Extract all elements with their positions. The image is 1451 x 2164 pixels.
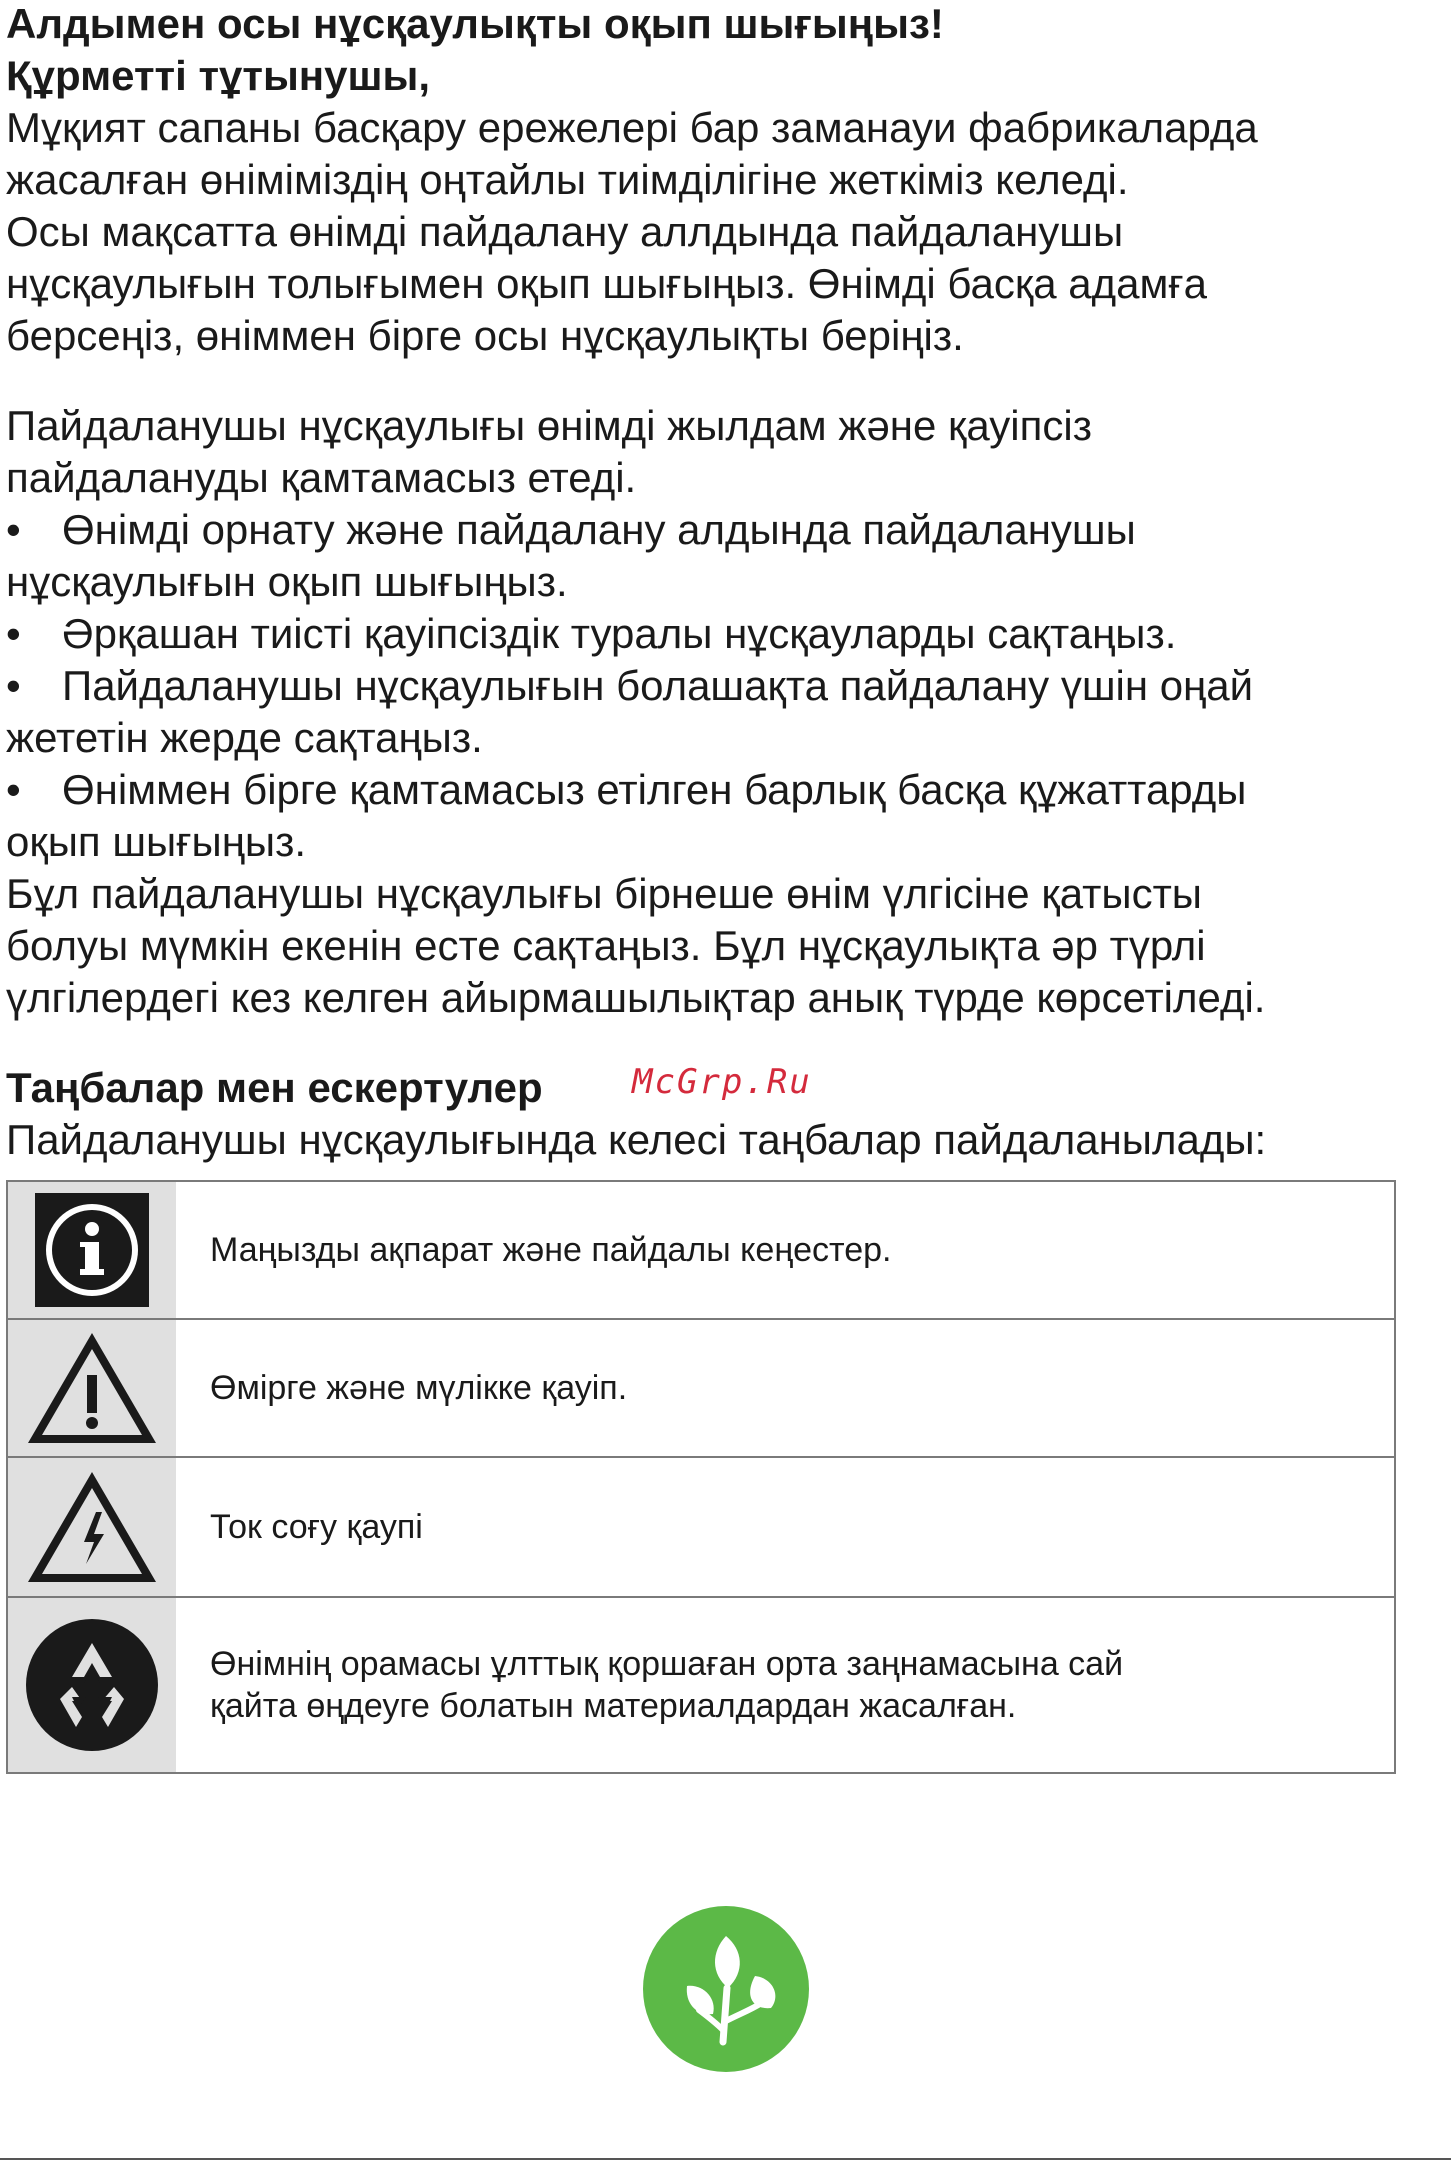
section-heading: [6, 1062, 1446, 1114]
table-row: [8, 1182, 1394, 1318]
leaf-icon: [643, 1906, 809, 2072]
bullet-continuation: жететін жерде сақтаңыз.: [6, 714, 483, 761]
greeting: Құрметті тұтынушы,: [6, 52, 431, 99]
bullet-text: Әрқашан тиісті қауіпсіздік туралы нұсқауларды сақтаңыз.: [62, 610, 1177, 657]
bullet-continuation: оқып шығыңыз.: [6, 818, 307, 865]
symbols-intro: Пайдаланушы нұсқаулығында келесі таңбалар пайдаланылады:: [6, 1116, 1267, 1163]
section-title: Таңбалар мен ескертулер: [6, 1064, 543, 1111]
bullet-text: Өніммен бірге қамтамасыз етілген барлық басқа құжаттарды: [62, 766, 1247, 813]
bullet-marker: •: [6, 506, 21, 553]
watermark: McGrp.Ru: [632, 1062, 812, 1102]
footer-rule: [0, 2158, 1451, 2160]
symbol-description-line: Өнімнің орамасы ұлттық қоршаған орта заңнамасына сай: [210, 1645, 1124, 1683]
intro-line: берсеңіз, өніммен бірге осы нұсқаулықты беріңіз.: [6, 312, 964, 359]
manual-page: [6, 0, 1446, 1166]
electric-shock-icon: [8, 1458, 176, 1596]
table-row: [8, 1456, 1394, 1596]
bullet-text: Пайдаланушы нұсқаулығын болашақта пайдалану үшін оңай: [62, 662, 1254, 709]
bullet-marker: •: [6, 766, 21, 813]
guide-line: Пайдаланушы нұсқаулығы өнімді жылдам және қауіпсіз: [6, 402, 1092, 449]
bullet-text: Өнімді орнату және пайдалану алдында пайдаланушы: [62, 506, 1136, 553]
bullet-item: [6, 660, 1446, 712]
intro-line: Мұқият сапаны басқару ережелері бар заманауи фабрикаларда: [6, 104, 1258, 151]
intro-line: жасалған өнімімiздің оңтайлы тиімділігіне жеткіміз келеді.: [6, 156, 1129, 203]
bullet-marker: •: [6, 662, 21, 709]
intro-line: Осы мақсатта өнімді пайдалану аллдында пайдаланушы: [6, 208, 1124, 255]
symbols-table: [6, 1180, 1396, 1774]
guide-line: пайдалануды қамтамасыз етеді.: [6, 454, 637, 501]
guide-line: үлгілердегі кез келген айырмашылықтар анық түрде көрсетіледі.: [6, 974, 1266, 1021]
table-row: [8, 1596, 1394, 1772]
bullet-item: [6, 608, 1446, 660]
intro-line: нұсқаулығын толығымен оқып шығыңыз. Өнімді басқа адамға: [6, 260, 1207, 307]
symbol-description-line: қайта өңдеуге болатын материалдардан жасалған.: [210, 1687, 1017, 1725]
table-row: [8, 1318, 1394, 1456]
warning-icon: [8, 1320, 176, 1456]
symbol-description: Маңызды ақпарат және пайдалы кеңестер.: [210, 1231, 892, 1269]
recycle-icon: [8, 1598, 176, 1772]
bullet-marker: •: [6, 610, 21, 657]
page-title: Алдымен осы нұсқаулықты оқып шығыңыз!: [6, 0, 944, 47]
guide-line: болуы мүмкін екенін есте сақтаңыз. Бұл нұсқаулықта әр түрлі: [6, 922, 1206, 969]
symbol-description: Өмірге және мүлікке қауіп.: [210, 1369, 628, 1407]
symbol-description: [176, 1598, 1394, 1772]
info-icon: [8, 1182, 176, 1318]
bullet-item: [6, 504, 1446, 556]
symbol-description: Ток соғу қаупі: [210, 1508, 423, 1546]
guide-line: Бұл пайдаланушы нұсқаулығы бірнеше өнім үлгісіне қатысты: [6, 870, 1202, 917]
bullet-item: [6, 764, 1446, 816]
bullet-continuation: нұсқаулығын оқып шығыңыз.: [6, 558, 568, 605]
